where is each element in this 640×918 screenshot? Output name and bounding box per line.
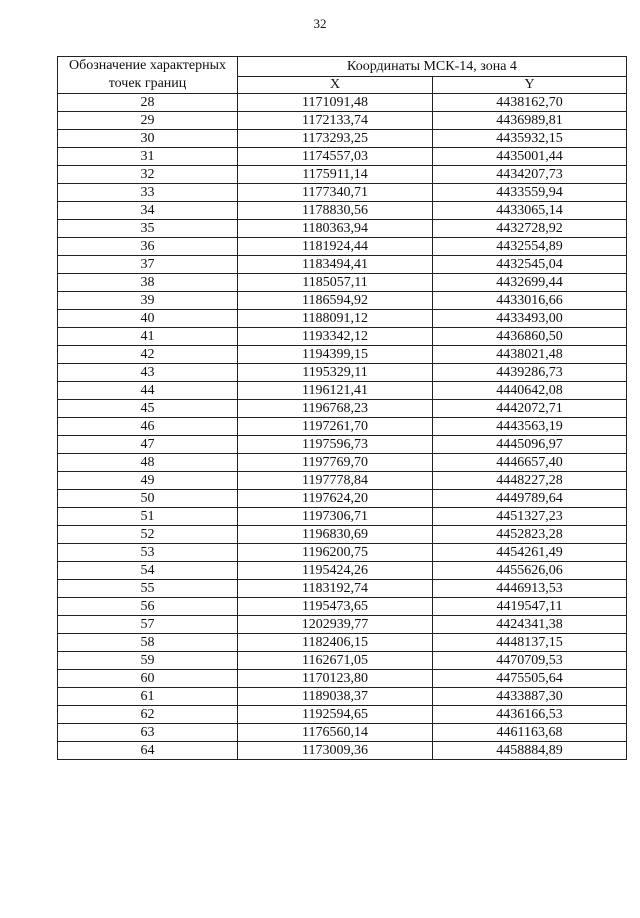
table-row xyxy=(58,112,627,130)
table-row xyxy=(58,94,627,112)
y-coordinate-cell: 4432554,89 xyxy=(433,238,627,256)
y-coordinate-cell: 4446913,53 xyxy=(433,580,627,598)
point-number-cell: 49 xyxy=(58,472,238,490)
x-coordinate-cell: 1180363,94 xyxy=(238,220,433,238)
y-coordinate-cell: 4442072,71 xyxy=(433,400,627,418)
table-row xyxy=(58,670,627,688)
y-column-header: Y xyxy=(433,77,627,94)
point-column-header: Обозначение характерных точек границ xyxy=(58,57,238,94)
table-row xyxy=(58,742,627,760)
coordinates-header: Координаты МСК-14, зона 4 xyxy=(238,57,627,77)
point-number-cell: 40 xyxy=(58,310,238,328)
point-number-cell: 29 xyxy=(58,112,238,130)
table-row xyxy=(58,256,627,274)
table-row xyxy=(58,526,627,544)
table-row xyxy=(58,472,627,490)
table-row xyxy=(58,328,627,346)
y-coordinate-cell: 4432545,04 xyxy=(433,256,627,274)
y-coordinate-cell: 4461163,68 xyxy=(433,724,627,742)
x-coordinate-cell: 1197769,70 xyxy=(238,454,433,472)
table-row xyxy=(58,148,627,166)
x-coordinate-cell: 1197261,70 xyxy=(238,418,433,436)
x-coordinate-cell: 1186594,92 xyxy=(238,292,433,310)
x-coordinate-cell: 1177340,71 xyxy=(238,184,433,202)
table-row xyxy=(58,616,627,634)
y-coordinate-cell: 4448137,15 xyxy=(433,634,627,652)
point-number-cell: 56 xyxy=(58,598,238,616)
page-number: 32 xyxy=(313,16,327,31)
table-row xyxy=(58,490,627,508)
x-coordinate-cell: 1175911,14 xyxy=(238,166,433,184)
table-row xyxy=(58,544,627,562)
table-row xyxy=(58,418,627,436)
x-coordinate-cell: 1171091,48 xyxy=(238,94,433,112)
table-row xyxy=(58,706,627,724)
point-number-cell: 44 xyxy=(58,382,238,400)
x-coordinate-cell: 1176560,14 xyxy=(238,724,433,742)
point-number-cell: 51 xyxy=(58,508,238,526)
point-number-cell: 61 xyxy=(58,688,238,706)
x-coordinate-cell: 1196830,69 xyxy=(238,526,433,544)
coordinates-table xyxy=(57,56,627,760)
x-coordinate-cell: 1174557,03 xyxy=(238,148,433,166)
point-number-cell: 59 xyxy=(58,652,238,670)
point-number-cell: 34 xyxy=(58,202,238,220)
table-row xyxy=(58,688,627,706)
point-number-cell: 30 xyxy=(58,130,238,148)
point-number-cell: 39 xyxy=(58,292,238,310)
table-row xyxy=(58,238,627,256)
x-coordinate-cell: 1173009,36 xyxy=(238,742,433,760)
x-coordinate-cell: 1173293,25 xyxy=(238,130,433,148)
y-coordinate-cell: 4434207,73 xyxy=(433,166,627,184)
x-coordinate-cell: 1193342,12 xyxy=(238,328,433,346)
point-number-cell: 38 xyxy=(58,274,238,292)
table-row xyxy=(58,202,627,220)
point-number-cell: 62 xyxy=(58,706,238,724)
x-coordinate-cell: 1182406,15 xyxy=(238,634,433,652)
table-row xyxy=(58,184,627,202)
y-coordinate-cell: 4451327,23 xyxy=(433,508,627,526)
x-coordinate-cell: 1196768,23 xyxy=(238,400,433,418)
y-coordinate-cell: 4445096,97 xyxy=(433,436,627,454)
table-row xyxy=(58,382,627,400)
x-coordinate-cell: 1162671,05 xyxy=(238,652,433,670)
point-number-cell: 36 xyxy=(58,238,238,256)
table-row xyxy=(58,292,627,310)
table-row xyxy=(58,634,627,652)
y-coordinate-cell: 4448227,28 xyxy=(433,472,627,490)
y-coordinate-cell: 4446657,40 xyxy=(433,454,627,472)
point-number-cell: 52 xyxy=(58,526,238,544)
x-coordinate-cell: 1197306,71 xyxy=(238,508,433,526)
table-row xyxy=(58,166,627,184)
y-coordinate-cell: 4449789,64 xyxy=(433,490,627,508)
table-row xyxy=(58,436,627,454)
point-number-cell: 42 xyxy=(58,346,238,364)
point-number-cell: 60 xyxy=(58,670,238,688)
y-coordinate-cell: 4433016,66 xyxy=(433,292,627,310)
y-coordinate-cell: 4443563,19 xyxy=(433,418,627,436)
point-number-cell: 50 xyxy=(58,490,238,508)
table-row xyxy=(58,562,627,580)
table-row xyxy=(58,310,627,328)
x-coordinate-cell: 1196200,75 xyxy=(238,544,433,562)
point-number-cell: 63 xyxy=(58,724,238,742)
y-coordinate-cell: 4435001,44 xyxy=(433,148,627,166)
x-coordinate-cell: 1172133,74 xyxy=(238,112,433,130)
y-coordinate-cell: 4470709,53 xyxy=(433,652,627,670)
x-coordinate-cell: 1195424,26 xyxy=(238,562,433,580)
x-coordinate-cell: 1189038,37 xyxy=(238,688,433,706)
y-coordinate-cell: 4433887,30 xyxy=(433,688,627,706)
table-row xyxy=(58,508,627,526)
x-coordinate-cell: 1181924,44 xyxy=(238,238,433,256)
table-row xyxy=(58,580,627,598)
y-coordinate-cell: 4435932,15 xyxy=(433,130,627,148)
x-coordinate-cell: 1202939,77 xyxy=(238,616,433,634)
y-coordinate-cell: 4475505,64 xyxy=(433,670,627,688)
point-number-cell: 37 xyxy=(58,256,238,274)
x-coordinate-cell: 1188091,12 xyxy=(238,310,433,328)
x-coordinate-cell: 1197624,20 xyxy=(238,490,433,508)
table-row xyxy=(58,130,627,148)
y-coordinate-cell: 4438162,70 xyxy=(433,94,627,112)
point-number-cell: 64 xyxy=(58,742,238,760)
x-coordinate-cell: 1197596,73 xyxy=(238,436,433,454)
x-coordinate-cell: 1170123,80 xyxy=(238,670,433,688)
y-coordinate-cell: 4458884,89 xyxy=(433,742,627,760)
y-coordinate-cell: 4433065,14 xyxy=(433,202,627,220)
point-number-cell: 35 xyxy=(58,220,238,238)
y-coordinate-cell: 4433559,94 xyxy=(433,184,627,202)
x-coordinate-cell: 1195329,11 xyxy=(238,364,433,382)
y-coordinate-cell: 4440642,08 xyxy=(433,382,627,400)
table-row xyxy=(58,724,627,742)
point-number-cell: 31 xyxy=(58,148,238,166)
y-coordinate-cell: 4438021,48 xyxy=(433,346,627,364)
table-row xyxy=(58,652,627,670)
y-coordinate-cell: 4419547,11 xyxy=(433,598,627,616)
table-row xyxy=(58,454,627,472)
y-coordinate-cell: 4452823,28 xyxy=(433,526,627,544)
x-coordinate-cell: 1196121,41 xyxy=(238,382,433,400)
y-coordinate-cell: 4436989,81 xyxy=(433,112,627,130)
table-row xyxy=(58,400,627,418)
y-coordinate-cell: 4454261,49 xyxy=(433,544,627,562)
y-coordinate-cell: 4455626,06 xyxy=(433,562,627,580)
point-number-cell: 41 xyxy=(58,328,238,346)
table-row xyxy=(58,364,627,382)
point-number-cell: 53 xyxy=(58,544,238,562)
coordinates-rows xyxy=(58,94,627,760)
x-coordinate-cell: 1192594,65 xyxy=(238,706,433,724)
table-row xyxy=(58,346,627,364)
y-coordinate-cell: 4439286,73 xyxy=(433,364,627,382)
table-row xyxy=(58,274,627,292)
point-number-cell: 33 xyxy=(58,184,238,202)
x-coordinate-cell: 1185057,11 xyxy=(238,274,433,292)
point-number-cell: 32 xyxy=(58,166,238,184)
x-coordinate-cell: 1183494,41 xyxy=(238,256,433,274)
point-number-cell: 54 xyxy=(58,562,238,580)
point-number-cell: 55 xyxy=(58,580,238,598)
y-coordinate-cell: 4433493,00 xyxy=(433,310,627,328)
x-coordinate-cell: 1197778,84 xyxy=(238,472,433,490)
point-number-cell: 45 xyxy=(58,400,238,418)
y-coordinate-cell: 4436860,50 xyxy=(433,328,627,346)
x-coordinate-cell: 1178830,56 xyxy=(238,202,433,220)
point-number-cell: 57 xyxy=(58,616,238,634)
point-number-cell: 47 xyxy=(58,436,238,454)
table-row xyxy=(58,220,627,238)
point-number-cell: 43 xyxy=(58,364,238,382)
point-number-cell: 58 xyxy=(58,634,238,652)
y-coordinate-cell: 4436166,53 xyxy=(433,706,627,724)
x-coordinate-cell: 1194399,15 xyxy=(238,346,433,364)
point-number-cell: 46 xyxy=(58,418,238,436)
point-number-cell: 48 xyxy=(58,454,238,472)
y-coordinate-cell: 4432699,44 xyxy=(433,274,627,292)
y-coordinate-cell: 4424341,38 xyxy=(433,616,627,634)
x-coordinate-cell: 1195473,65 xyxy=(238,598,433,616)
x-coordinate-cell: 1183192,74 xyxy=(238,580,433,598)
x-column-header: X xyxy=(238,77,433,94)
table-row xyxy=(58,598,627,616)
y-coordinate-cell: 4432728,92 xyxy=(433,220,627,238)
point-number-cell: 28 xyxy=(58,94,238,112)
